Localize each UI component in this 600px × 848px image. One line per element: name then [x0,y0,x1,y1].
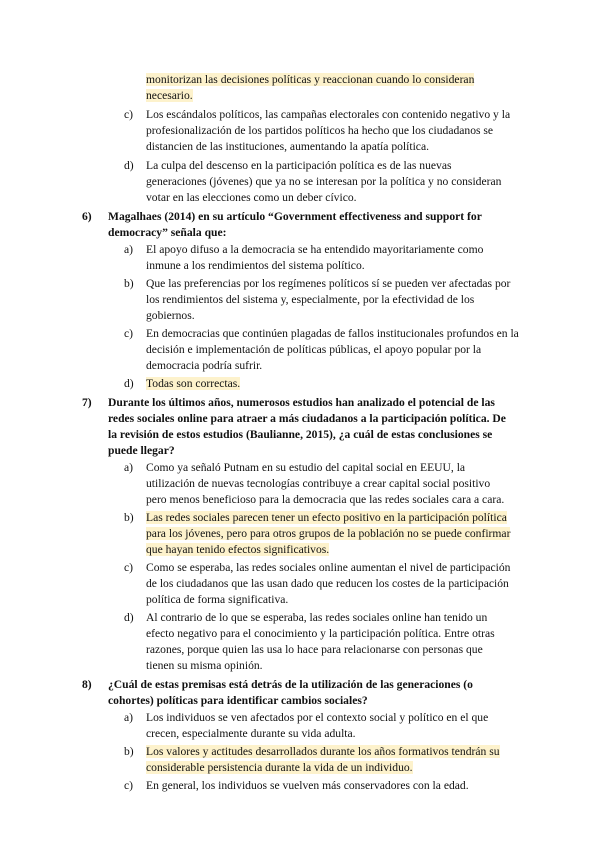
option-text-line: inmune a los rendimientos del sistema político. [146,259,365,272]
option-letter: b) [124,745,134,758]
option-letter: d) [124,377,134,390]
option-letter: b) [124,511,134,524]
option-text-line: efecto negativo para el conocimiento y la participación política. Entre otras [146,627,495,640]
option-text-line: monitorizan las decisiones políticas y reaccionan cuando lo consideran [146,73,475,86]
question-number: 6) [82,210,92,223]
option-text-line: Los individuos se ven afectados por el contexto social y político en el que [146,711,489,724]
option-text-line: para los jóvenes, pero para otros grupos de la población no se puede confirmar [146,527,511,540]
option-text-line: Todas son correctas. [146,377,241,390]
question-text-line: puede llegar? [108,444,175,457]
option-text-line: profesionalización de los partidos políticos ha hecho que los ciudadanos se [146,124,494,137]
option-text-line: votar en las elecciones como un deber cívico. [146,191,357,204]
option-text-line: distancien de las instituciones, aumentando la apatía política. [146,140,429,153]
option-text-line: los rendimientos del sistema y, especialmente, por la efectividad de los [146,293,475,306]
question-text-line: ¿Cuál de estas premisas está detrás de la utilización de las generaciones (o [108,678,473,691]
option-text-line: decisión e implementación de políticas públicas, el apoyo popular por la [146,343,482,356]
option-letter: d) [124,159,134,172]
option-text-line: pero menos beneficioso para la democracia que las redes sociales cara a cara. [146,493,505,506]
option-text-line: crecen, especialmente durante su vida adulta. [146,727,356,740]
question-text-line: la revisión de estos estudios (Baulianne, 2015), ¿a cuál de estas conclusiones se [108,428,493,441]
option-text-line: generaciones (jóvenes) que ya no se interesan por la política y no consideran [146,175,502,188]
option-letter: c) [124,561,134,574]
option-text-line: de los ciudadanos que las usan dado que reducen los costes de la participación [146,577,509,590]
option-letter: c) [124,108,134,121]
option-text-line: necesario. [146,89,193,102]
question-text-line: Durante los últimos años, numerosos estudios han analizado el potencial de las [108,396,495,409]
question-text-line: cohortes) políticas para identificar cambios sociales? [108,694,368,707]
option-text-line: Los escándalos políticos, las campañas electorales con contenido negativo y la [146,108,511,121]
option-text-line: Como se esperaba, las redes sociales online aumentan el nivel de participación [146,561,511,574]
question-text-line: democracy” señala que: [108,226,227,239]
option-text-line: En general, los individuos se vuelven más conservadores con la edad. [146,779,469,792]
option-text-line: En democracias que continúen plagadas de fallos institucionales profundos en la [146,327,519,340]
option-text-line: El apoyo difuso a la democracia se ha entendido mayoritariamente como [146,243,484,256]
option-letter: c) [124,327,134,340]
question-text-line: redes sociales online para atraer a más ciudadanos a la participación política. De [108,412,506,425]
option-letter: c) [124,779,134,792]
option-text-line: Al contrario de lo que se esperaba, las redes sociales online han tenido un [146,611,488,624]
option-letter: b) [124,277,134,290]
option-text-line: Las redes sociales parecen tener un efecto positivo en la participación política [146,511,507,524]
question-text-line: Magalhaes (2014) en su artículo “Government effectiveness and support for [108,210,482,223]
option-text-line: tienen su misma opinión. [146,659,263,672]
option-text-line: gobiernos. [146,309,195,322]
question-number: 8) [82,678,92,691]
option-text-line: Los valores y actitudes desarrollados durante los años formativos tendrán su [146,745,500,758]
option-text-line: considerable persistencia durante la vida de un individuo. [146,761,413,774]
option-text-line: utilización de nuevas tecnologías contribuye a crear capital social positivo [146,477,491,490]
option-text-line: La culpa del descenso en la participación política es de las nuevas [146,159,452,172]
option-letter: a) [124,243,134,256]
option-text-line: Como ya señaló Putnam en su estudio del capital social en EEUU, la [146,461,466,474]
option-text-line: democracia podría sufrir. [146,359,263,372]
option-letter: d) [124,611,134,624]
option-text-line: política de forma significativa. [146,593,289,606]
option-letter: a) [124,461,134,474]
option-letter: a) [124,711,134,724]
option-text-line: que hayan tenido efectos significativos. [146,543,330,556]
question-number: 7) [82,396,92,409]
option-text-line: razones, porque quien las usa lo hace para relacionarse con personas que [146,643,483,656]
option-text-line: Que las preferencias por los regímenes políticos sí se pueden ver afectadas por [146,277,511,290]
